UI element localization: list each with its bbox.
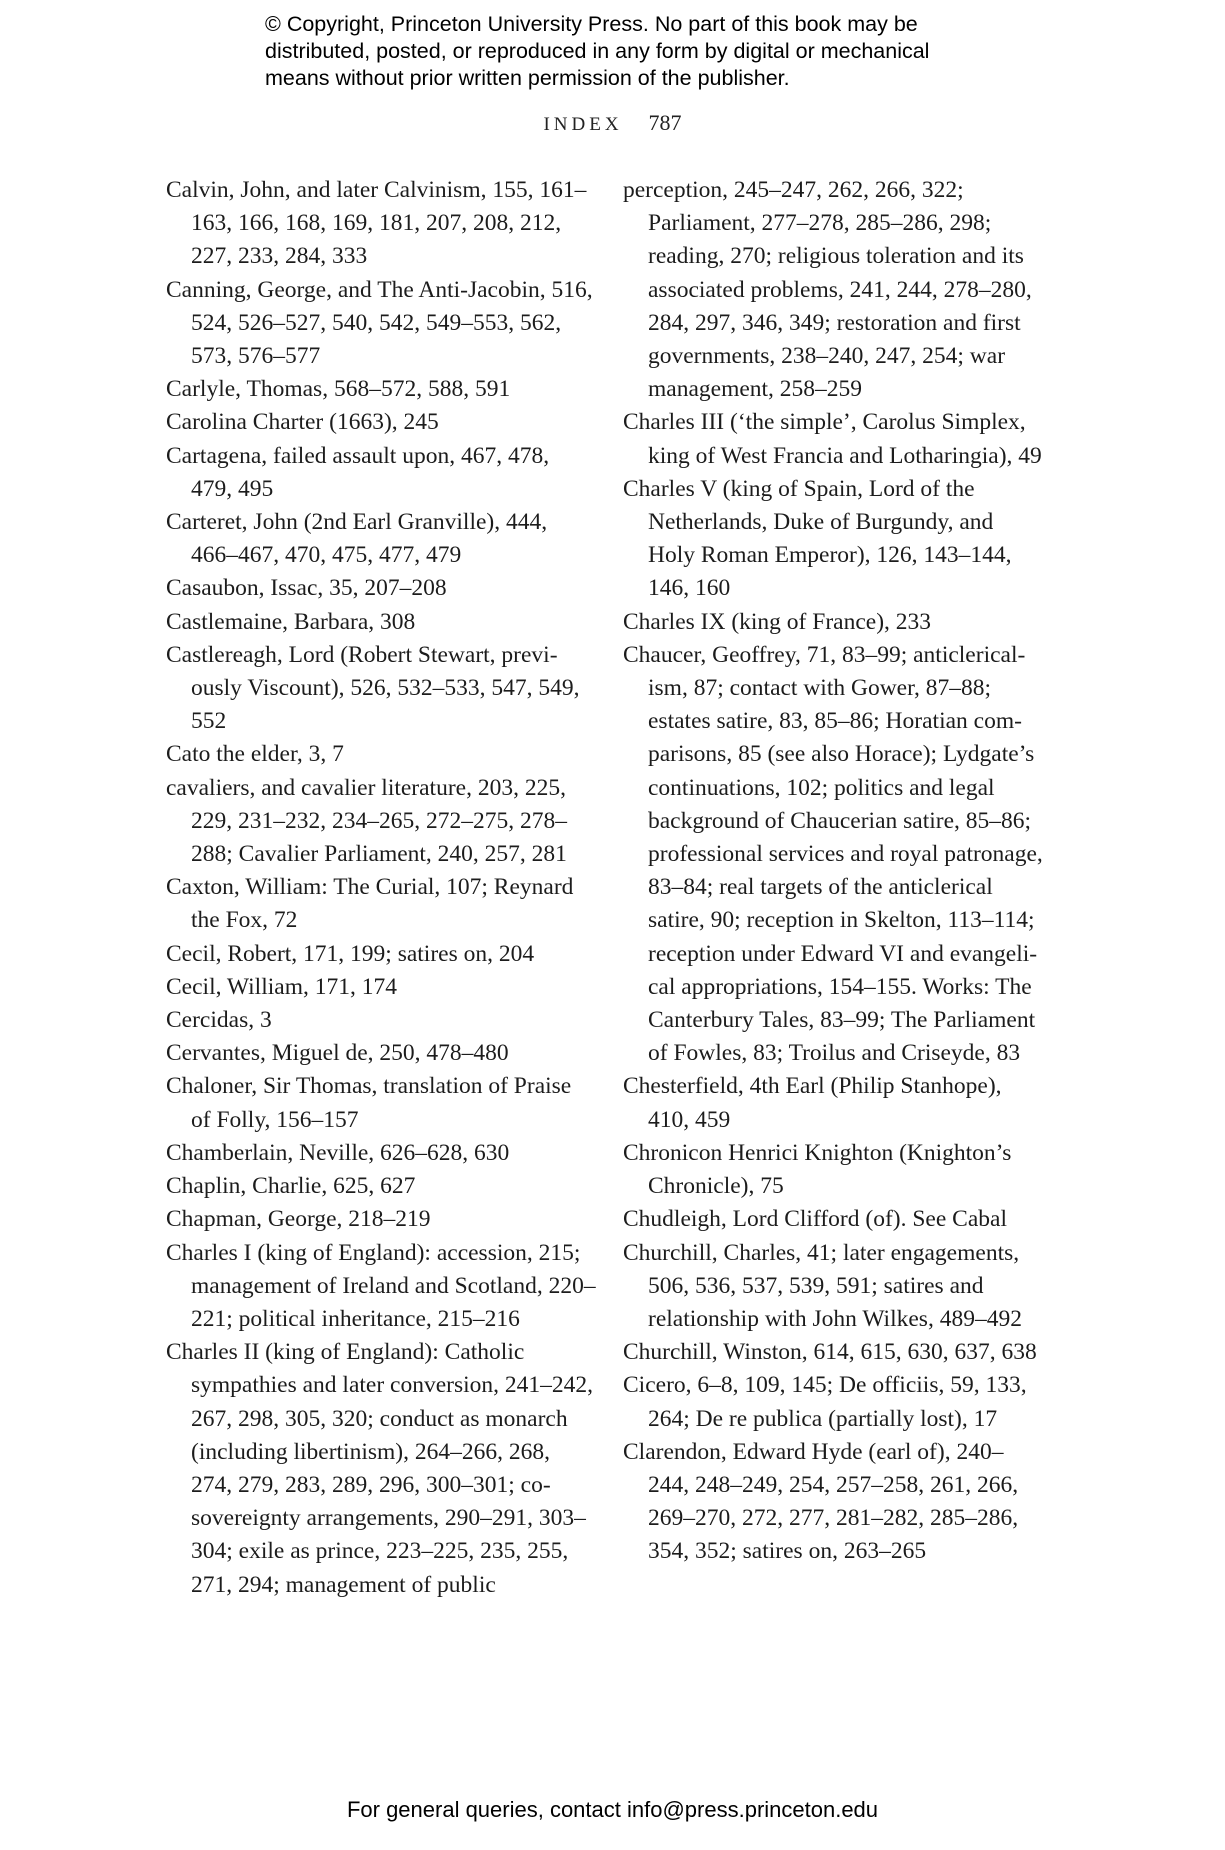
index-entry: Casaubon, Issac, 35, 207–208 [166, 575, 447, 602]
index-column-right [623, 174, 1043, 1569]
index-entry: Charles II (king of England): Catholic sympathies and later conversion, 241–242, 267, 298, 305, 320; conduct as monarch (including libertinism), 264–266, 268, 274, 279, 283, 289, 296, 300–301; co-sovereignty arrangements, 290–291, 303–304; exile as prince, 223–225, 235, 255, 271, 294; management of public [166, 1339, 594, 1598]
index-entry: Chaplin, Charlie, 625, 627 [166, 1173, 416, 1200]
index-entry: Cartagena, failed assault upon, 467, 478, 479, 495 [166, 442, 550, 502]
index-entry: Carlyle, Thomas, 568–572, 588, 591 [166, 376, 511, 403]
index-entry-continued: perception, 245–247, 262, 266, 322; Parliament, 277–278, 285–286, 298; reading, 270; religious toleration and its associated problems, 241, 244, 278–280, 284, 297, 346, 349; restoration and first governments, 238–240, 247, 254; war management, 258–259 [623, 177, 1032, 403]
index-entry: Charles I (king of England): accession, 215; management of Ireland and Scotland, 220–221; political inheritance, 215–216 [166, 1239, 596, 1332]
index-entry: Charles IX (king of France), 233 [623, 608, 932, 635]
page-number: 787 [648, 110, 682, 135]
index-entry: Calvin, John, and later Calvinism, 155, 161–163, 166, 168, 169, 181, 207, 208, 212, 227, 233, 284, 333 [166, 177, 587, 270]
copyright-line: distributed, posted, or reproduced in any form by digital or mechanical [265, 39, 930, 63]
copyright-notice [265, 11, 1025, 92]
index-entry: Cercidas, 3 [166, 1007, 272, 1034]
footer-contact: For general queries, contact info@press.princeton.edu [346, 1797, 879, 1822]
index-entry: Cecil, Robert, 171, 199; satires on, 204 [166, 940, 535, 967]
index-entry: cavaliers, and cavalier literature, 203, 225, 229, 231–232, 234–265, 272–275, 278–288; Cavalier Parliament, 240, 257, 281 [166, 774, 567, 868]
index-column-left [166, 174, 596, 1602]
index-entry: Churchill, Charles, 41; later engagements, 506, 536, 537, 539, 591; satires and relationship with John Wilkes, 489–492 [623, 1239, 1022, 1332]
index-entry: Churchill, Winston, 614, 615, 630, 637, 638 [623, 1339, 1037, 1366]
copyright-line: means without prior written permission of the publisher. [265, 66, 790, 90]
index-entry: Charles V (king of Spain, Lord of the Netherlands, Duke of Burgundy, and Holy Roman Emperor), 126, 143–144, 146, 160 [623, 475, 1012, 602]
index-entry: Cicero, 6–8, 109, 145; De officiis, 59, 133, 264; De re publica (partially lost), 17 [623, 1372, 1027, 1432]
index-entry: Charles III (‘the simple’, Carolus Simplex, king of West Francia and Lotharingia), 49 [623, 409, 1042, 469]
index-entry: Canning, George, and The Anti-Jacobin, 516, 524, 526–527, 540, 542, 549–553, 562, 573, 576–577 [166, 276, 593, 370]
index-entry: Cato the elder, 3, 7 [166, 741, 344, 768]
section-title: INDEX [543, 114, 623, 135]
index-entry: Carolina Charter (1663), 245 [166, 409, 439, 436]
index-entry: Chapman, George, 218–219 [166, 1206, 431, 1233]
index-entry: Carteret, John (2nd Earl Granville), 444, 466–467, 470, 475, 477, 479 [166, 509, 548, 569]
copyright-line: © Copyright, Princeton University Press. No part of this book may be [265, 12, 918, 36]
index-entry: Castlemaine, Barbara, 308 [166, 608, 416, 635]
index-entry: Chaloner, Sir Thomas, translation of Praise of Folly, 156–157 [166, 1073, 572, 1133]
running-head [0, 110, 1225, 136]
index-entry: Chesterfield, 4th Earl (Philip Stanhope), 410, 459 [623, 1073, 1002, 1133]
index-entry: Castlereagh, Lord (Robert Stewart, previously Viscount), 526, 532–533, 547, 549, 552 [166, 641, 580, 735]
index-entry: Chudleigh, Lord Clifford (of). See Cabal [623, 1206, 1007, 1233]
index-entry: Cervantes, Miguel de, 250, 478–480 [166, 1040, 509, 1067]
index-entry: Clarendon, Edward Hyde (earl of), 240–244, 248–249, 254, 257–258, 261, 266, 269–270, 272, 277, 281–282, 285–286, 354, 352; satires on, 263–265 [623, 1438, 1019, 1565]
index-entry: Chaucer, Geoffrey, 71, 83–99; anticlericalism, 87; contact with Gower, 87–88; estates satire, 83, 85–86; Horatian comparisons, 85 (see also Horace); Lydgate’s continuations, 102; politics and legal background of Chaucerian satire, 85–86; professional services and royal patronage, 83–84; real targets of the anticlerical satire, 90; reception in Skelton, 113–114; reception under Edward VI and evangelical appropriations, 154–155. Works: The Canterbury Tales, 83–99; The Parliament of Fowles, 83; Troilus and Criseyde, 83 [623, 641, 1043, 1067]
index-entry: Caxton, William: The Curial, 107; Reynard the Fox, 72 [166, 874, 574, 934]
index-entry: Cecil, William, 171, 174 [166, 973, 397, 1000]
index-entry: Chamberlain, Neville, 626–628, 630 [166, 1139, 510, 1166]
index-entry: Chronicon Henrici Knighton (Knighton’s Chronicle), 75 [623, 1139, 1012, 1200]
